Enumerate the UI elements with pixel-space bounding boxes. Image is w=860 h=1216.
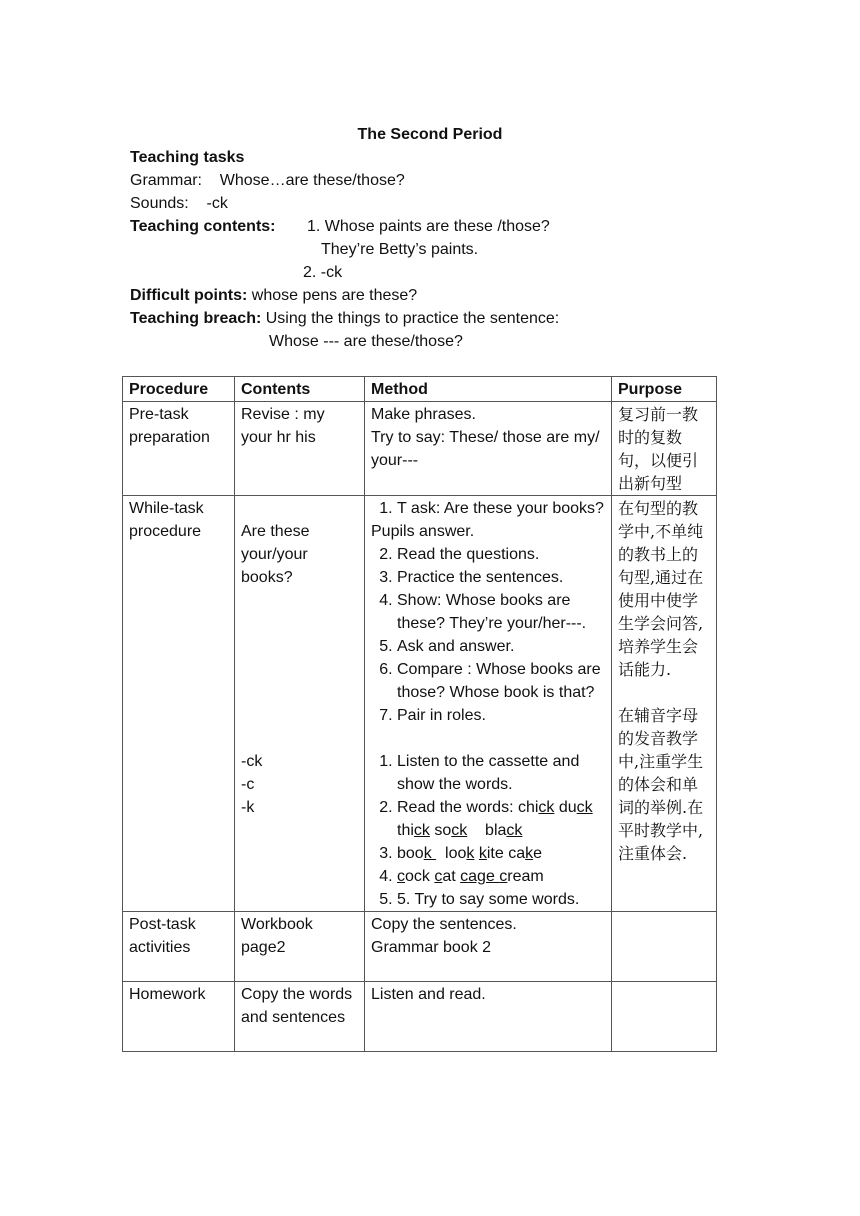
- while-task-contents-a: Are these your/your books?: [241, 523, 310, 586]
- teaching-tasks-heading: Teaching tasks: [130, 149, 245, 166]
- grammar-line: Grammar: Whose…are these/those?: [130, 172, 405, 189]
- list-item: 3. book look kite cake: [397, 842, 605, 865]
- while-task-purpose-a: 在句型的教学中,不单纯的教书上的句型,通过在使用中使学生学会问答,培养学生会话能力.: [618, 499, 704, 679]
- teaching-contents-item-1: 1. Whose paints are these /those?: [307, 218, 550, 235]
- list-item: 4. Show: Whose books are these? They’re your/her---.: [397, 589, 605, 635]
- post-task-contents: Workbook page2: [235, 912, 365, 982]
- teaching-contents-label: Teaching contents:: [130, 218, 276, 235]
- while-task-purpose: [612, 496, 717, 912]
- sounds-line: Sounds: -ck: [130, 195, 228, 212]
- list-item: 2. Read the questions.: [397, 543, 605, 566]
- homework-method: Listen and read.: [365, 982, 612, 1052]
- header-contents: Contents: [235, 377, 365, 402]
- list-item: 5. 5. Try to say some words.: [397, 888, 605, 911]
- while-task-contents-c: -c: [241, 776, 255, 793]
- table-header-row: [123, 377, 717, 402]
- list-item: 4. cock cat cage cream: [397, 865, 605, 888]
- homework-purpose: [612, 982, 717, 1052]
- pre-task-contents: Revise : my your hr his: [235, 402, 365, 496]
- table-row-pre-task: [123, 402, 717, 496]
- header-procedure: Procedure: [123, 377, 235, 402]
- while-task-contents-ck: -ck: [241, 753, 263, 770]
- teaching-breach-pattern: Whose --- are these/those?: [269, 333, 463, 350]
- teaching-contents-item-1-answer: They’re Betty’s paints.: [321, 241, 479, 258]
- list-item: 5. Ask and answer.: [397, 635, 605, 658]
- homework-procedure: Homework: [123, 982, 235, 1052]
- post-task-method: Copy the sentences. Grammar book 2: [365, 912, 612, 982]
- list-item: 6. Compare : Whose books are those? Whose book is that?: [397, 658, 605, 704]
- while-task-purpose-b: 在辅音字母的发音教学中,注重学生的体会和单词的举例.在平时教学中,注重体会.: [618, 706, 704, 863]
- while-task-contents: [235, 496, 365, 912]
- pre-task-purpose: 复习前一教时的复数句，以便引出新句型: [612, 402, 717, 496]
- table-row-post-task: [123, 912, 717, 982]
- page-title: The Second Period: [357, 126, 503, 143]
- list-item: 7. Pair in roles.: [397, 704, 605, 727]
- pupils-answer: Pupils answer.: [371, 523, 475, 540]
- while-task-procedure: While-task procedure: [123, 496, 235, 912]
- table-row-homework: [123, 982, 717, 1052]
- header-method: Method: [365, 377, 612, 402]
- while-task-method: [365, 496, 612, 912]
- difficult-points: Difficult points: whose pens are these?: [130, 287, 418, 304]
- table-row-while-task: [123, 496, 717, 912]
- list-item: 1. T ask: Are these your books?: [397, 497, 605, 520]
- homework-contents: Copy the words and sentences: [235, 982, 365, 1052]
- list-item: 1. Listen to the cassette and show the words.: [397, 750, 605, 796]
- post-task-procedure: Post-task activities: [123, 912, 235, 982]
- pre-task-method: Make phrases. Try to say: These/ those are my/ your---: [365, 402, 612, 496]
- list-item: 3. Practice the sentences.: [397, 566, 605, 589]
- header-purpose: Purpose: [612, 377, 717, 402]
- teaching-breach: Teaching breach: Using the things to practice the sentence:: [130, 310, 560, 327]
- list-item: 2. Read the words: chick duck thick sock black: [397, 796, 605, 842]
- pre-task-procedure: Pre-task preparation: [123, 402, 235, 496]
- lesson-plan-table: [122, 376, 717, 1052]
- teaching-contents-item-2: 2. -ck: [303, 264, 343, 281]
- post-task-purpose: [612, 912, 717, 982]
- while-task-contents-k: -k: [241, 799, 255, 816]
